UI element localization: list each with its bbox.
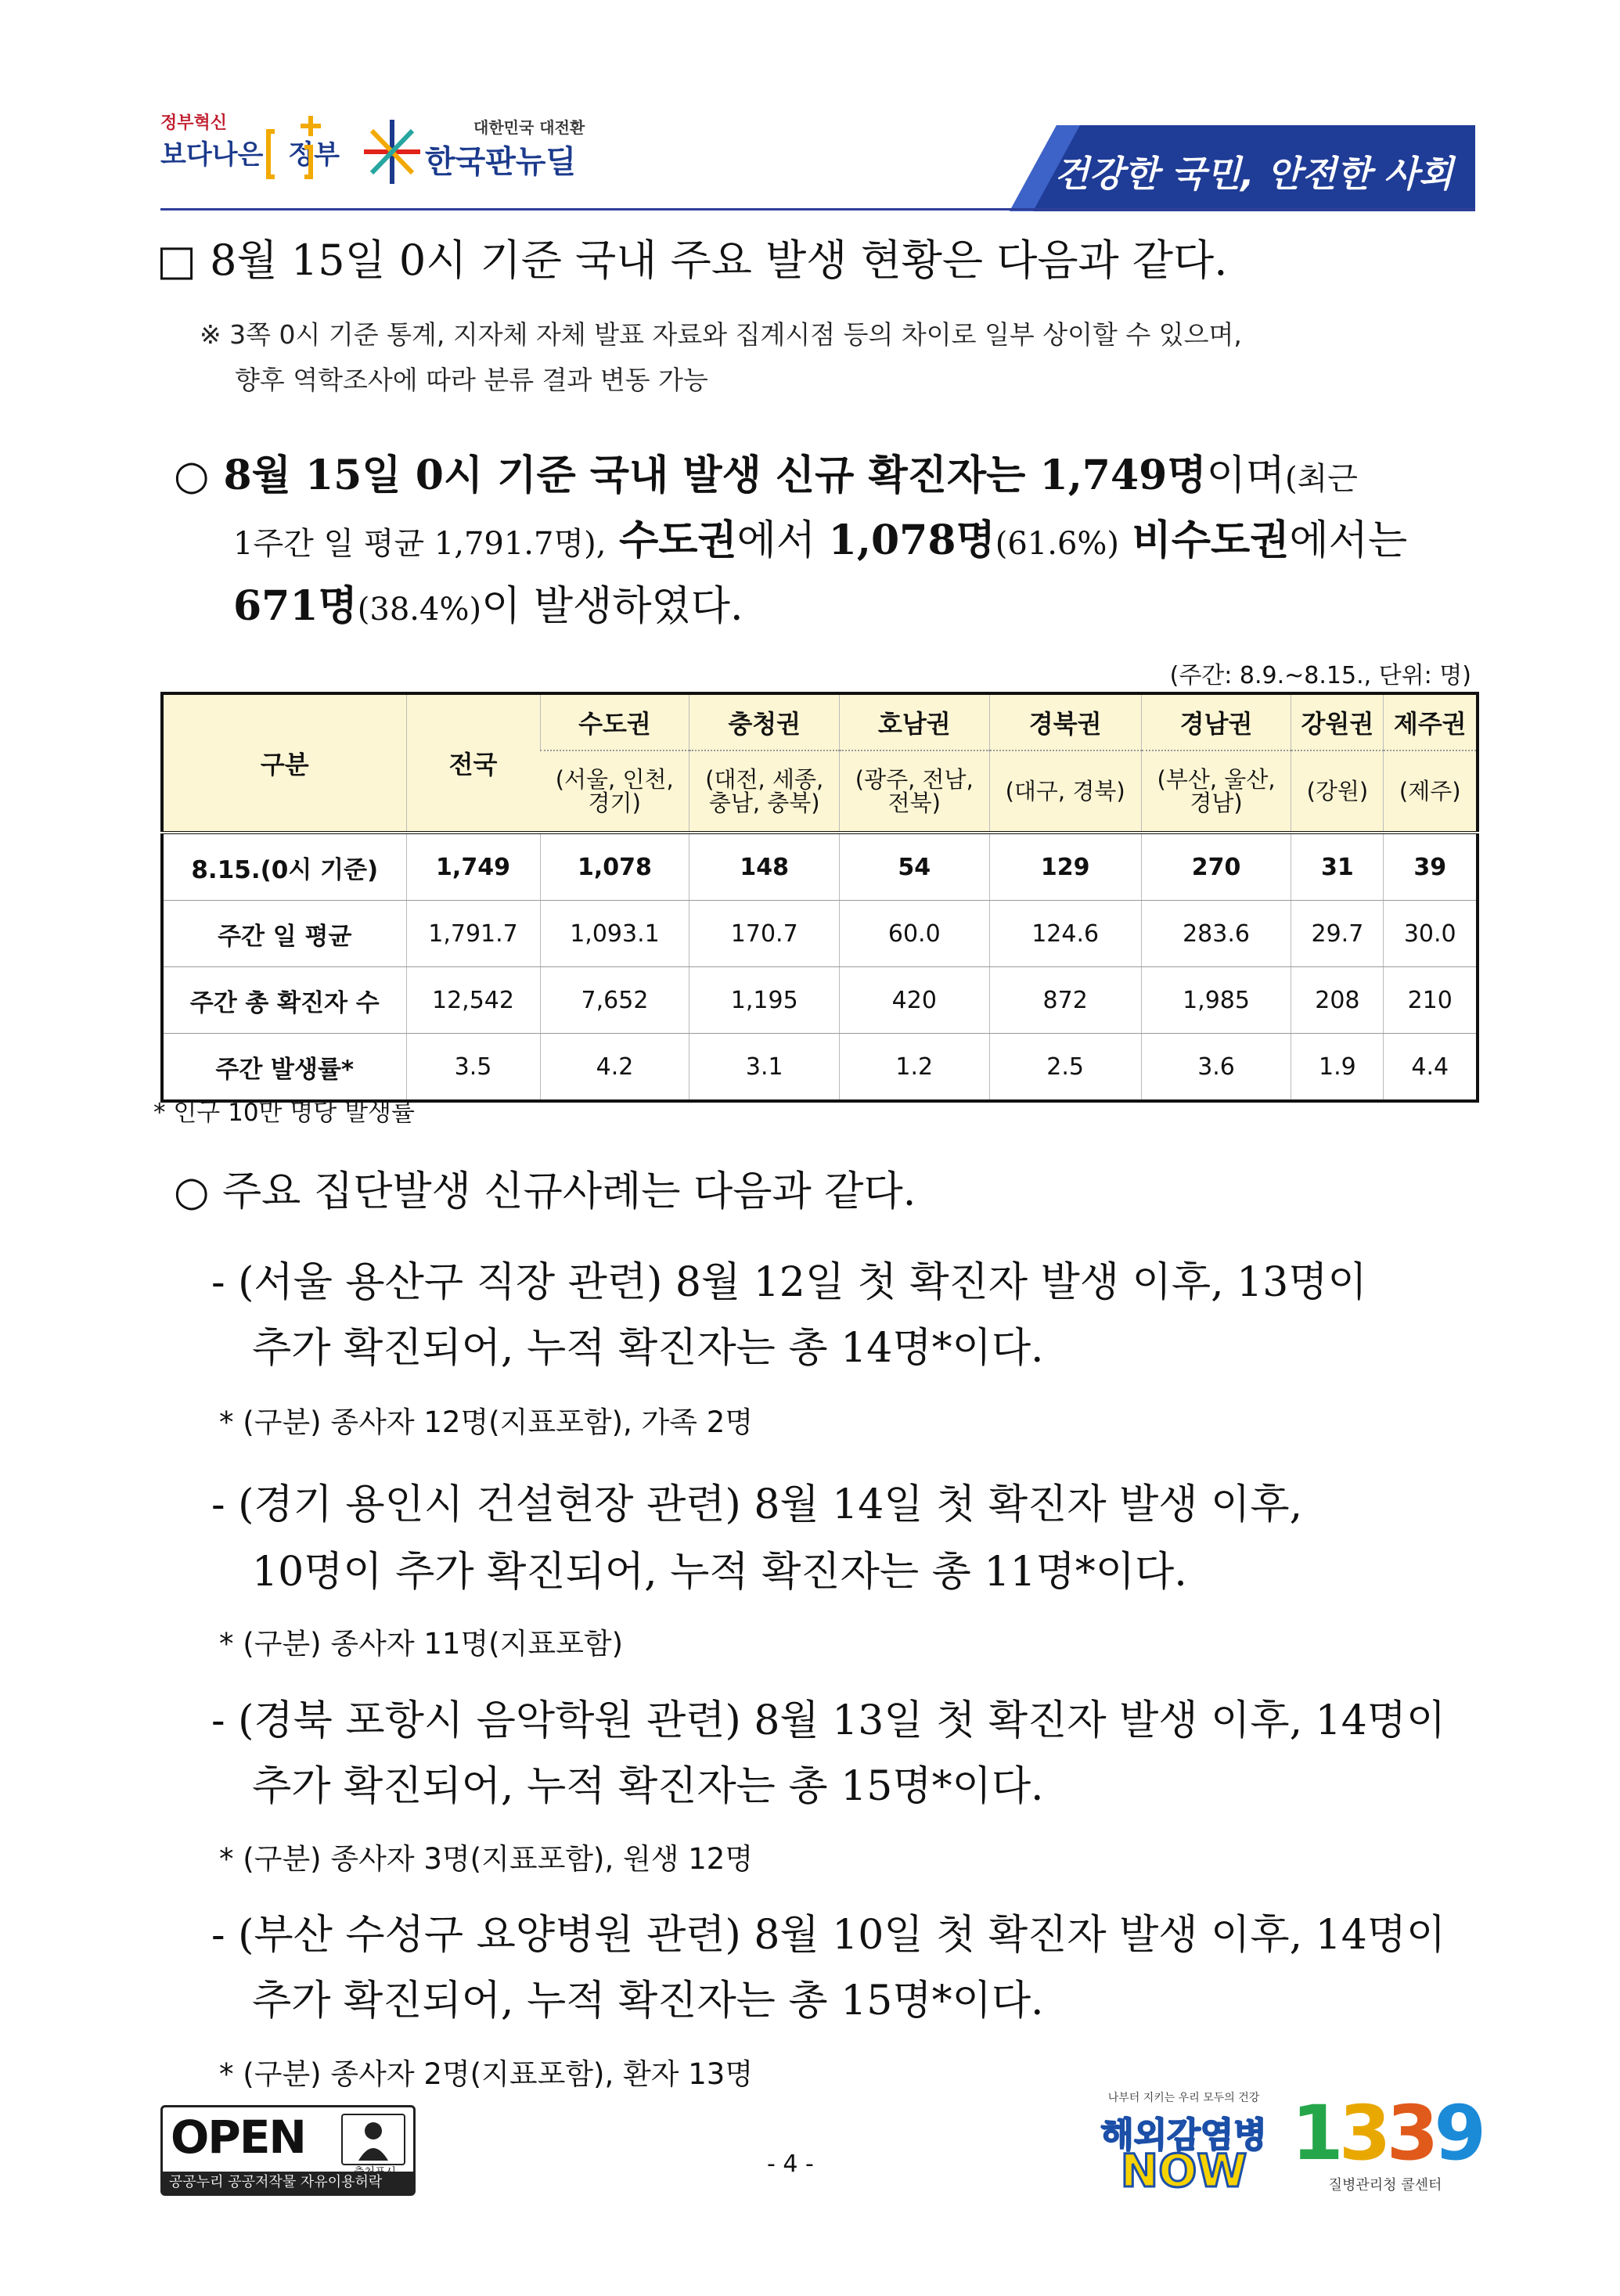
summary-line-2: 1주간 일 평균 1,791.7명), 수도권에서 1,078명(61.6%) 비수도권에서는 <box>233 516 1408 564</box>
section-heading: □ 8월 15일 0시 기준 국내 주요 발생 현황은 다음과 같다. <box>157 236 1228 285</box>
header-region-detail: (부산, 울산, 경남) <box>1141 750 1291 833</box>
logo1-top-text: 정부혁신 <box>160 113 228 133</box>
cell: 1,093.1 <box>540 901 689 967</box>
cluster-2-line-2: 10명이 추가 확진되어, 누적 확진자는 총 11명*이다. <box>252 1549 1187 1596</box>
new-deal-star-icon <box>364 120 420 184</box>
cluster-3-note: * (구분) 종사자 3명(지표포함), 원생 12명 <box>219 1842 754 1876</box>
cell: 872 <box>989 967 1141 1034</box>
slogan-banner <box>1010 125 1475 211</box>
cell: 270 <box>1141 833 1291 901</box>
cell: 29.7 <box>1291 901 1384 967</box>
header-region-detail: (제주) <box>1384 750 1478 833</box>
table-row <box>162 967 1478 1034</box>
cluster-2-line-1: - (경기 용인시 건설현장 관련) 8월 14일 첫 확진자 발생 이후, <box>211 1481 1303 1528</box>
cell: 1.2 <box>840 1034 990 1102</box>
kogl-open-license-badge <box>160 2105 416 2196</box>
cell: 3.6 <box>1141 1034 1291 1102</box>
header-region: 충청권 <box>689 693 840 750</box>
cluster-4-line-2: 추가 확진되어, 누적 확진자는 총 15명*이다. <box>252 1978 1044 2024</box>
row-label: 8.15.(0시 기준) <box>162 833 406 901</box>
cell: 1,985 <box>1141 967 1291 1034</box>
cluster-3-line-1: - (경북 포항시 음악학원 관련) 8월 13일 첫 확진자 발생 이후, 14명이 <box>211 1697 1446 1744</box>
cell: 30.0 <box>1384 901 1478 967</box>
cell: 3.5 <box>406 1034 540 1102</box>
cell: 148 <box>689 833 840 901</box>
cell: 31 <box>1291 833 1384 901</box>
cluster-2-note: * (구분) 종사자 11명(지표포함) <box>219 1627 624 1661</box>
bracket-plus-icon <box>253 116 323 183</box>
header-region-detail: (서울, 인천, 경기) <box>540 750 689 833</box>
regional-cases-table <box>160 692 1479 1103</box>
attribution-person-icon <box>341 2114 405 2165</box>
cell: 1.9 <box>1291 1034 1384 1102</box>
row-label: 주간 총 확진자 수 <box>162 967 406 1034</box>
cell: 7,652 <box>540 967 689 1034</box>
open-sub-text: 공공누리 공공저작물 자유이용허락 <box>163 2172 413 2193</box>
header-region: 경남권 <box>1141 693 1291 750</box>
header-region-detail: (광주, 전남, 전북) <box>840 750 990 833</box>
header-region: 강원권 <box>1291 693 1384 750</box>
cell: 1,791.7 <box>406 901 540 967</box>
cell: 4.4 <box>1384 1034 1478 1102</box>
cell: 1,078 <box>540 833 689 901</box>
cluster-1-note: * (구분) 종사자 12명(지표포함), 가족 2명 <box>219 1405 754 1439</box>
hotline-number: 1339 <box>1291 2089 1482 2177</box>
logo2-top-text: 대한민국 대전환 <box>473 118 585 137</box>
header-region-detail: (대전, 세종, 충남, 충북) <box>689 750 840 833</box>
page-number: - 4 - <box>767 2150 814 2178</box>
header-region: 제주권 <box>1384 693 1478 750</box>
cell: 60.0 <box>840 901 990 967</box>
logo2-main-text: 한국판뉴딜 <box>425 144 577 180</box>
korean-new-deal-logo <box>364 113 614 188</box>
open-word: OPEN <box>171 2111 305 2164</box>
cell: 1,195 <box>689 967 840 1034</box>
note-line-2: 향후 역학조사에 따라 분류 결과 변동 가능 <box>235 365 708 395</box>
cluster-4-line-1: - (부산 수성구 요양병원 관련) 8월 10일 첫 확진자 발생 이후, 14명이 <box>211 1912 1446 1959</box>
clusters-intro: ○ 주요 집단발생 신규사례는 다음과 같다. <box>174 1168 916 1215</box>
overseas-infection-now-logo <box>1100 2089 1268 2195</box>
header-region: 경북권 <box>989 693 1141 750</box>
cell: 39 <box>1384 833 1478 901</box>
cell: 208 <box>1291 967 1384 1034</box>
table-row <box>162 901 1478 967</box>
header-region: 수도권 <box>540 693 689 750</box>
header-region-detail: (강원) <box>1291 750 1384 833</box>
cell: 2.5 <box>989 1034 1141 1102</box>
cell: 3.1 <box>689 1034 840 1102</box>
header-divider <box>160 208 1475 211</box>
table-header-row <box>162 693 1478 750</box>
kdca-1339-logo <box>1291 2089 1482 2195</box>
cluster-4-note: * (구분) 종사자 2명(지표포함), 환자 13명 <box>219 2057 754 2091</box>
cell: 1,749 <box>406 833 540 901</box>
overseas-title: 해외감염병 <box>1100 2115 1267 2155</box>
header-region: 호남권 <box>840 693 990 750</box>
gov-innovation-logo <box>160 110 340 188</box>
cell: 4.2 <box>540 1034 689 1102</box>
row-label: 주간 발생률* <box>215 1055 355 1084</box>
kdca-callcenter-text: 질병관리청 콜센터 <box>1328 2177 1442 2193</box>
table-footnote: * 인구 10만 명당 발생률 <box>153 1099 415 1127</box>
table-unit-label: (주간: 8.9.~8.15., 단위: 명) <box>1169 662 1471 689</box>
cell: 210 <box>1384 967 1478 1034</box>
summary-line-1: ○ 8월 15일 0시 기준 국내 발생 신규 확진자는 1,749명이며(최근 <box>174 452 1358 499</box>
cell: 420 <box>840 967 990 1034</box>
row-label: 주간 일 평균 <box>162 901 406 967</box>
cluster-1-line-2: 추가 확진되어, 누적 확진자는 총 14명*이다. <box>252 1325 1044 1372</box>
cell: 124.6 <box>989 901 1141 967</box>
cell: 54 <box>840 833 990 901</box>
cell: 12,542 <box>406 967 540 1034</box>
header-total: 전국 <box>406 693 540 833</box>
overseas-now: NOW <box>1120 2144 1247 2197</box>
table-row <box>162 833 1478 901</box>
cluster-1-line-1: - (서울 용산구 직장 관련) 8월 12일 첫 확진자 발생 이후, 13명이 <box>211 1259 1367 1306</box>
note-line-1: ※ 3쪽 0시 기준 통계, 지자체 자체 발표 자료와 집계시점 등의 차이로 일부 상이할 수 있으며, <box>200 319 1242 350</box>
header-region-detail: (대구, 경북) <box>989 750 1141 833</box>
table-row <box>162 1034 1478 1102</box>
logo1-main-text: 보다나은 정부 <box>160 139 340 171</box>
cluster-3-line-2: 추가 확진되어, 누적 확진자는 총 15명*이다. <box>252 1763 1044 1810</box>
overseas-tagline: 나부터 지키는 우리 모두의 건강 <box>1107 2092 1260 2104</box>
banner-slogan: 건강한 국민, 안전한 사회 <box>1054 153 1453 195</box>
header-group: 구분 <box>162 693 406 833</box>
summary-line-3: 671명(38.4%)이 발생하였다. <box>233 582 743 630</box>
cell: 283.6 <box>1141 901 1291 967</box>
cell: 129 <box>989 833 1141 901</box>
cell: 170.7 <box>689 901 840 967</box>
